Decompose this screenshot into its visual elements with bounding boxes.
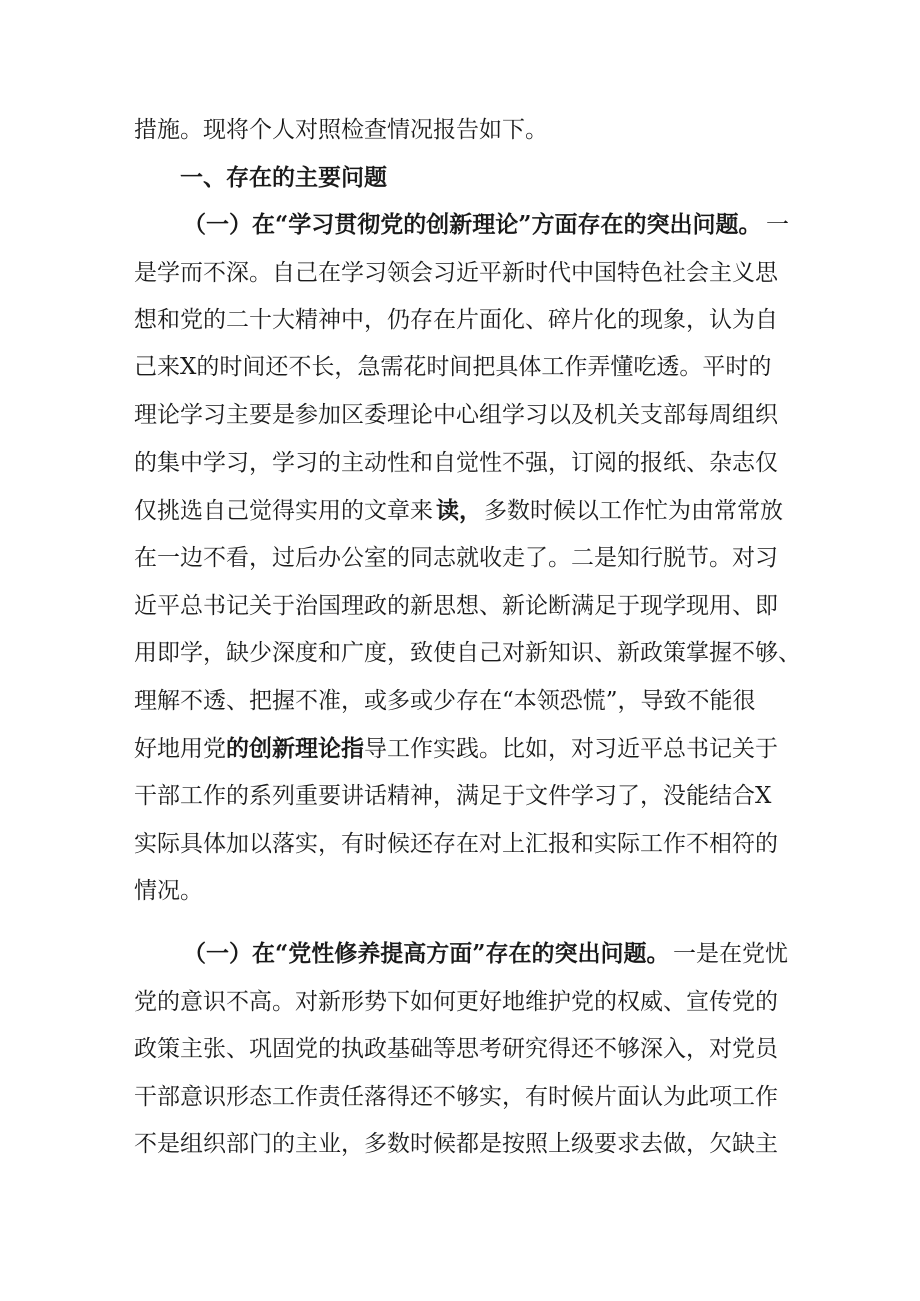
paragraph-line — [0, 488, 920, 534]
line-text: 措施。现将个人对照检查情况报告如下。 — [134, 117, 548, 143]
paragraph-line — [0, 392, 920, 438]
line-text: 好地用党 — [134, 736, 226, 762]
heading-text: 一、存在的主要问题 — [180, 164, 387, 191]
section-heading — [0, 155, 920, 201]
line-text: 理解不透、把握不准，或多或少存在“本领恐慌”，导致不能很 — [134, 688, 756, 714]
line-text: 一 — [766, 212, 789, 238]
paragraph-line — [0, 344, 920, 390]
line-text: 干部意识形态工作责任落得还不够实，有时候片面认为此项工作 — [134, 1084, 778, 1110]
paragraph-line — [0, 630, 920, 676]
line-text: 政策主张、巩固党的执政基础等思考研究得还不够深入，对党员 — [134, 1036, 778, 1062]
paragraph-line — [0, 1074, 920, 1120]
line-text: 实际具体加以落实，有时候还存在对上汇报和实际工作不相符的 — [134, 831, 778, 857]
paragraph-line — [0, 821, 920, 867]
line-text: 党的意识不高。对新形势下如何更好地维护党的权威、宣传党的 — [134, 989, 778, 1015]
bold-text: 的创新理论指 — [226, 735, 364, 762]
line-text: 近平总书记关于治国理政的新思想、新论断满足于现学现用、即 — [134, 593, 778, 619]
paragraph-line — [0, 250, 920, 296]
line-text: 想和党的二十大精神中，仍存在片面化、碎片化的现象，认为自 — [134, 307, 778, 333]
line-text: 己来X的时间还不长，急需花时间把具体工作弄懂吃透。平时的 — [134, 354, 772, 380]
paragraph-line — [0, 535, 920, 581]
line-text: 在一边不看，过后办公室的同志就收走了。二是知行脱节。对习 — [134, 545, 778, 571]
bold-text: 读， — [436, 497, 482, 524]
subsection-heading-line — [0, 202, 920, 248]
paragraph-line — [0, 1026, 920, 1072]
line-text: 一是在党忧 — [673, 941, 788, 967]
paragraph-line — [0, 297, 920, 343]
line-text: 仅挑选自己觉得实用的文章来 — [134, 498, 433, 524]
paragraph-line — [0, 726, 920, 772]
line-text: 情况。 — [134, 878, 203, 904]
subsection-title: （一）在“学习贯彻党的创新理论”方面存在的突出问题。 — [183, 211, 762, 238]
line-text: 理论学习主要是参加区委理论中心组学习以及机关支部每周组织 — [134, 402, 778, 428]
paragraph-line — [0, 107, 920, 153]
subsection-title: （一）在“党性修养提高方面”存在的突出问题。 — [183, 940, 670, 967]
paragraph-line — [0, 868, 920, 914]
subsection-heading-line — [0, 931, 920, 977]
paragraph-line — [0, 440, 920, 486]
line-text: 不是组织部门的主业，多数时候都是按照上级要求去做，欠缺主 — [134, 1131, 778, 1157]
line-text: 的集中学习，学习的主动性和自觉性不强，订阅的报纸、杂志仅 — [134, 450, 778, 476]
line-text: 干部工作的系列重要讲话精神，满足于文件学习了，没能结合X — [134, 783, 772, 809]
paragraph-line — [0, 678, 920, 724]
line-text: 多数时候以工作忙为由常常放 — [484, 498, 783, 524]
paragraph-line — [0, 979, 920, 1025]
line-text: 用即学，缺少深度和广度，致使自己对新知识、新政策掌握不够、 — [134, 640, 801, 666]
line-text: 是学而不深。自己在学习领会习近平新时代中国特色社会主义思 — [134, 260, 778, 286]
paragraph-line — [0, 773, 920, 819]
paragraph-line — [0, 583, 920, 629]
line-text: 导工作实践。比如，对习近平总书记关于 — [364, 736, 778, 762]
paragraph-line — [0, 1121, 920, 1167]
